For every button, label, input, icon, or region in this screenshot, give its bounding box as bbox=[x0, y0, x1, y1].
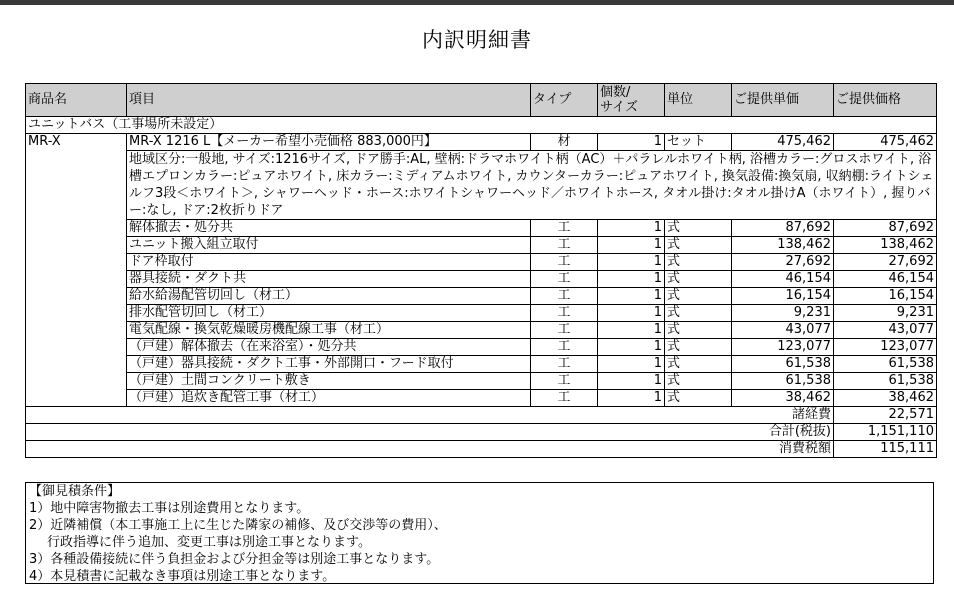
row-qty: 1 bbox=[598, 271, 665, 288]
row-price: 9,231 bbox=[834, 305, 937, 322]
top-bar bbox=[0, 0, 954, 5]
total-value: 1,151,110 bbox=[834, 424, 937, 441]
row-unit-price: 123,077 bbox=[732, 339, 834, 356]
table-row bbox=[26, 390, 937, 407]
table-row bbox=[26, 271, 937, 288]
total-row bbox=[26, 407, 937, 424]
header-type: タイプ bbox=[531, 84, 598, 117]
row-product bbox=[26, 356, 127, 373]
row-unit: 式 bbox=[665, 390, 732, 407]
row-unit: 式 bbox=[665, 305, 732, 322]
row-unit-price: 38,462 bbox=[732, 390, 834, 407]
row-unit: 式 bbox=[665, 373, 732, 390]
table-row bbox=[26, 254, 937, 271]
estimate-conditions bbox=[25, 482, 934, 584]
row-type: 工 bbox=[531, 271, 598, 288]
row-type: 工 bbox=[531, 288, 598, 305]
row-unit-price: 27,692 bbox=[732, 254, 834, 271]
total-label: 諸経費 bbox=[732, 407, 834, 424]
row-qty: 1 bbox=[598, 288, 665, 305]
header-product: 商品名 bbox=[26, 84, 127, 117]
row-qty: 1 bbox=[598, 373, 665, 390]
spec-text: 地域区分:一般地, サイズ:1216サイズ, ドア勝手:AL, 壁柄:ドラマホワイト柄（AC）＋パラレルホワイト柄, 浴槽カラー:グロスホワイト, 浴槽エプロンカラー:ピュアホワイト, 床カラー:ミディアムホワイト, カウンターカラー:ピュアホワイト, 換気設備:換気扇, 収納棚:ライトシェルフ3段＜ホワイト＞, シャワーヘッド・ホース:ホワイトシャワーヘッド／ホワイトホース, タオル掛け:タオル掛けA（ホワイト）, 握りバー:なし, ドア:2枚折りドア bbox=[127, 151, 937, 220]
row-product bbox=[26, 288, 127, 305]
row-item: 給水給湯配管切回し（材工） bbox=[127, 288, 531, 305]
row-item: 器具接続・ダクト共 bbox=[127, 271, 531, 288]
row-unit-price: 87,692 bbox=[732, 220, 834, 237]
header-unit-price: ご提供単価 bbox=[732, 84, 834, 117]
row-type: 工 bbox=[531, 254, 598, 271]
row-unit: 式 bbox=[665, 288, 732, 305]
total-value: 22,571 bbox=[834, 407, 937, 424]
section-row bbox=[26, 117, 937, 134]
row-price: 123,077 bbox=[834, 339, 937, 356]
table-row bbox=[26, 220, 937, 237]
row-product bbox=[26, 339, 127, 356]
header-item: 項目 bbox=[127, 84, 531, 117]
row-qty: 1 bbox=[598, 220, 665, 237]
row-price: 16,154 bbox=[834, 288, 937, 305]
row-unit-price: 9,231 bbox=[732, 305, 834, 322]
row-product bbox=[26, 373, 127, 390]
total-blank bbox=[26, 441, 732, 458]
row-item: ユニット搬入組立取付 bbox=[127, 237, 531, 254]
row-price: 87,692 bbox=[834, 220, 937, 237]
main-price: 475,462 bbox=[834, 134, 937, 151]
row-item: （戸建）器具接続・ダクト工事・外部開口・フード取付 bbox=[127, 356, 531, 373]
row-price: 61,538 bbox=[834, 373, 937, 390]
header-qty bbox=[598, 84, 665, 117]
row-item: （戸建）土間コンクリート敷き bbox=[127, 373, 531, 390]
table-row bbox=[26, 305, 937, 322]
row-type: 工 bbox=[531, 356, 598, 373]
row-product bbox=[26, 305, 127, 322]
row-type: 工 bbox=[531, 220, 598, 237]
header-qty-line2: サイズ bbox=[600, 100, 638, 115]
row-unit-price: 46,154 bbox=[732, 271, 834, 288]
row-unit-price: 16,154 bbox=[732, 288, 834, 305]
row-unit: 式 bbox=[665, 356, 732, 373]
row-price: 27,692 bbox=[834, 254, 937, 271]
row-product bbox=[26, 220, 127, 237]
main-unit-price: 475,462 bbox=[732, 134, 834, 151]
row-unit-price: 61,538 bbox=[732, 373, 834, 390]
row-price: 38,462 bbox=[834, 390, 937, 407]
table-row bbox=[26, 373, 937, 390]
row-qty: 1 bbox=[598, 305, 665, 322]
total-row bbox=[26, 441, 937, 458]
row-qty: 1 bbox=[598, 237, 665, 254]
row-item: 解体撤去・処分共 bbox=[127, 220, 531, 237]
row-unit: 式 bbox=[665, 237, 732, 254]
main-unit: セット bbox=[665, 134, 732, 151]
condition-line-1: 1）地中障害物撤去工事は別途費用となります。 bbox=[29, 501, 310, 516]
row-type: 工 bbox=[531, 373, 598, 390]
row-type: 工 bbox=[531, 339, 598, 356]
header-qty-line1: 個数/ bbox=[600, 85, 631, 100]
estimate-table bbox=[25, 83, 937, 458]
header-price: ご提供価格 bbox=[834, 84, 937, 117]
row-item: 排水配管切回し（材工） bbox=[127, 305, 531, 322]
header-unit: 単位 bbox=[665, 84, 732, 117]
row-price: 43,077 bbox=[834, 322, 937, 339]
conditions-heading: 【御見積条件】 bbox=[29, 484, 121, 499]
total-blank bbox=[26, 407, 732, 424]
table-row bbox=[26, 356, 937, 373]
row-type: 工 bbox=[531, 390, 598, 407]
total-label: 合計(税抜) bbox=[732, 424, 834, 441]
condition-line-5: 4）本見積書に記載なき事項は別途工事となります。 bbox=[29, 569, 336, 584]
row-unit: 式 bbox=[665, 220, 732, 237]
row-item: 電気配線・換気乾燥暖房機配線工事（材工） bbox=[127, 322, 531, 339]
spec-row bbox=[26, 151, 937, 220]
row-qty: 1 bbox=[598, 356, 665, 373]
main-type: 材 bbox=[531, 134, 598, 151]
row-product bbox=[26, 237, 127, 254]
total-blank bbox=[26, 424, 732, 441]
row-unit-price: 61,538 bbox=[732, 356, 834, 373]
row-qty: 1 bbox=[598, 254, 665, 271]
row-item: ドア枠取付 bbox=[127, 254, 531, 271]
main-item: MR-X 1216 L【メーカー希望小売価格 883,000円】 bbox=[127, 134, 531, 151]
row-type: 工 bbox=[531, 322, 598, 339]
condition-line-4: 3）各種設備接続に伴う負担金および分担金等は別途工事となります。 bbox=[29, 552, 440, 567]
total-row bbox=[26, 424, 937, 441]
row-price: 61,538 bbox=[834, 356, 937, 373]
row-type: 工 bbox=[531, 305, 598, 322]
total-label: 消費税額 bbox=[732, 441, 834, 458]
table-row bbox=[26, 322, 937, 339]
main-item-row bbox=[26, 134, 937, 151]
main-product: MR-X bbox=[26, 134, 127, 151]
row-type: 工 bbox=[531, 237, 598, 254]
section-label: ユニットバス（工事場所未設定） bbox=[26, 117, 937, 134]
main-qty: 1 bbox=[598, 134, 665, 151]
row-unit-price: 43,077 bbox=[732, 322, 834, 339]
condition-line-2: 2）近隣補償（本工事施工上に生じた隣家の補修、及び交渉等の費用）、 bbox=[29, 518, 447, 533]
row-qty: 1 bbox=[598, 339, 665, 356]
row-item: （戸建）解体撤去（在来浴室）・処分共 bbox=[127, 339, 531, 356]
row-unit: 式 bbox=[665, 322, 732, 339]
table-row bbox=[26, 339, 937, 356]
row-unit: 式 bbox=[665, 254, 732, 271]
row-unit: 式 bbox=[665, 271, 732, 288]
row-qty: 1 bbox=[598, 322, 665, 339]
page-title: 内訳明細書 bbox=[422, 28, 532, 52]
condition-line-3: 行政指導に伴う追加、変更工事は別途工事となります。 bbox=[47, 535, 371, 550]
row-product bbox=[26, 254, 127, 271]
row-qty: 1 bbox=[598, 390, 665, 407]
row-unit-price: 138,462 bbox=[732, 237, 834, 254]
row-price: 138,462 bbox=[834, 237, 937, 254]
row-item: （戸建）追炊き配管工事（材工） bbox=[127, 390, 531, 407]
total-value: 115,111 bbox=[834, 441, 937, 458]
row-product bbox=[26, 390, 127, 407]
table-row bbox=[26, 237, 937, 254]
header-row bbox=[26, 84, 937, 117]
table-row bbox=[26, 288, 937, 305]
row-price: 46,154 bbox=[834, 271, 937, 288]
row-unit: 式 bbox=[665, 339, 732, 356]
row-product bbox=[26, 271, 127, 288]
row-product bbox=[26, 322, 127, 339]
